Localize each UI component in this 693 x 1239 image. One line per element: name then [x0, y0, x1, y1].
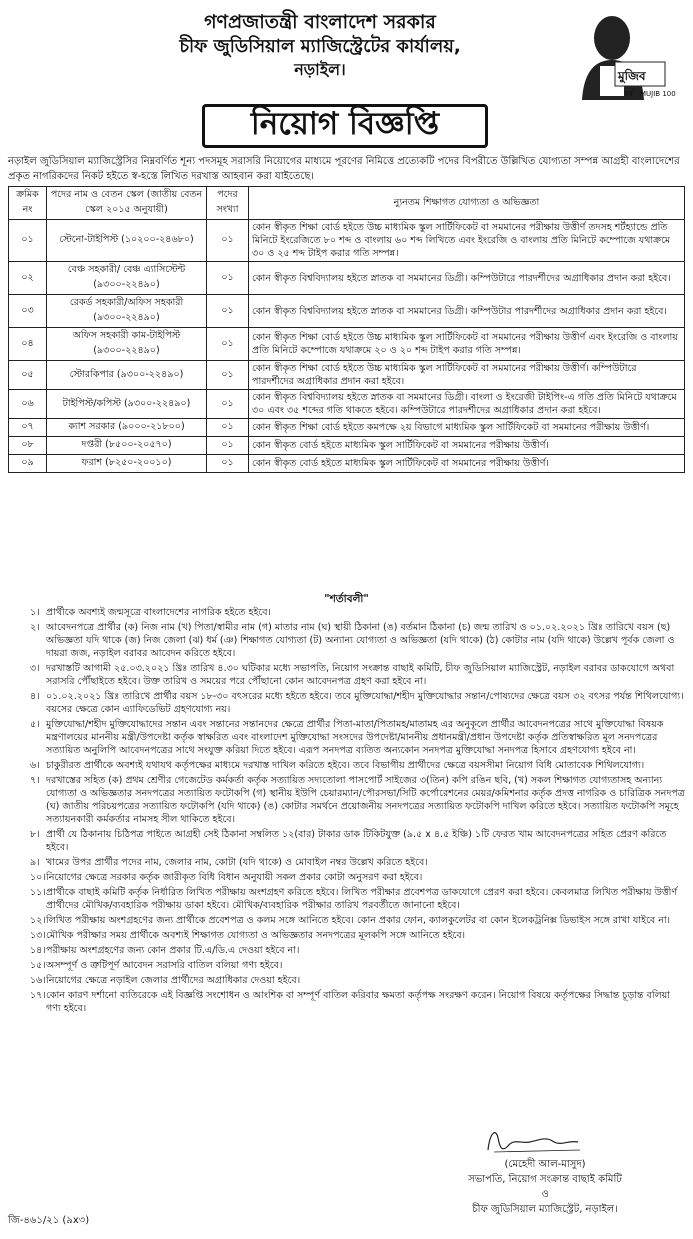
logo-sub: বর্ষ	[624, 89, 633, 98]
cell-post: টাইপিস্ট/কপিস্ট (৯৩০০-২২৪৯০)	[47, 390, 207, 419]
cell-count: ০১	[207, 220, 249, 262]
th-count: পদের সংখ্যা	[207, 187, 249, 220]
cell-count: ০১	[207, 328, 249, 361]
condition-item	[8, 606, 685, 619]
condition-text: মৌখিক পরীক্ষার সময় প্রার্থীকে অবশ্যই শিক্ষাগত যোগ্যতা ও অভিজ্ঞতার সনদপত্রের মূলকপি সঙ্গে আনিতে হইবে।	[46, 930, 466, 941]
condition-item	[8, 856, 685, 869]
condition-number: ১৪।	[30, 945, 46, 956]
condition-number: ৬।	[30, 760, 40, 771]
condition-number: ৫।	[30, 719, 40, 730]
condition-number: ৭।	[30, 775, 40, 786]
cell-post: স্টোরকিপার (৯৩০০-২২৪৯০)	[47, 361, 207, 390]
mujib-100-logo	[560, 6, 676, 100]
intro-paragraph: নড়াইল জুডিসিয়াল ম্যাজিস্ট্রেসির নিম্নবর্ণিত শূন্য পদসমূহ সরাসরি নিয়োগের মাধ্যমে পূরণের নিমিত্তে প্রত্যেকটি পদের বিপরীতে উল্লিখিত যোগ্যতা সম্পন্ন আগ্রহী বাংলাদেশের প্রকৃত নাগরিকদের নিকট হইতে স্ব-হস্তে লিখিত দরখাস্ত আহবান করা যাইতেছে।	[8, 156, 680, 182]
th-serial: ক্রমিক নং	[9, 187, 47, 220]
condition-item	[8, 886, 685, 912]
table-row	[9, 455, 685, 473]
condition-item	[8, 662, 685, 688]
header	[90, 10, 550, 81]
vacancy-table	[8, 186, 685, 473]
cell-count: ০১	[207, 455, 249, 473]
logo-year: MUJIB 100	[640, 90, 676, 98]
condition-number: ৯।	[30, 857, 40, 868]
condition-text: দরখাস্তের সহিত (ক) প্রথম শ্রেণীর গেজেটেড কর্মকর্তা কর্তৃক সত্যায়িত সদ্যতোলা পাসপোর্ট সাইজের ৩(তিন) কপি রঙিন ছবি, (খ) সকল শিক্ষাগত যোগ্যতাসহ অন্যান্য যোগ্যতা ও অভিজ্ঞতার সনদপত্রের সত্যায়িত ফটোকপি (গ) স্থানীয় ইউপি চেয়ারম্যান/পৌরসভা/সিটি কর্পোরেশনের মেয়র/কমিশনার কর্তৃক প্রদত্ত নাগরিক ও চারিত্রিক সনদপত্র (ঘ) জাতীয় পরিচয়পত্রের সত্যায়িত ফটোকপি (যদি থাকে) (ঙ) কোটার সমর্থনে প্রয়োজনীয় সনদপত্রের সত্যায়িত ফটোকপি দাখিল করিতে হইবে। সত্যায়িত ফটোকপি সমূহে সত্যায়নকারী কর্মকর্তার নামসহ সীল থাকিতে হইবে।	[46, 775, 685, 825]
signatory-name: (মেহেদী আল-মাসুদ)	[504, 1159, 586, 1170]
cell-post: স্টেনো-টাইপিস্ট (১০২০০-২৪৬৮০)	[47, 220, 207, 262]
condition-item	[8, 944, 685, 957]
condition-item	[8, 989, 685, 1015]
table-row	[9, 361, 685, 390]
cell-post: রেকর্ড সহকারী/অফিস সহকারী (৯৩০০-২২৪৯০)	[47, 295, 207, 328]
logo-text: মুজিব	[618, 69, 646, 83]
cell-count: ০১	[207, 262, 249, 295]
condition-number: ১৭।	[30, 990, 46, 1001]
condition-text: ০১.০২.২০২১ খ্রিঃ তারিখে প্রার্থীর বয়স ১৮-৩০ বৎসরের মধ্যে হইতে হইবে। তবে মুক্তিযোদ্ধা/শহীদ মুক্তিযোদ্ধার সন্তান/পোষ্যদের ক্ষেত্রে বয়স ৩২ বৎসর পর্যন্ত শিথিলযোগ্য। বয়সের ক্ষেত্রে কোন এ্যাফিডেভিট গ্রহণযোগ্য নয়।	[46, 691, 684, 715]
condition-text: নিয়োগের ক্ষেত্রে সরকার কর্তৃক জারীকৃত বিধি বিধান অনুযায়ী সকল প্রকার কোটা অনুসরণ করা হইবে।	[46, 872, 423, 883]
condition-number: ১১।	[30, 887, 46, 898]
condition-number: ১৫।	[30, 960, 46, 971]
condition-text: মুক্তিযোদ্ধা/শহীদ মুক্তিযোদ্ধাদের সন্তান এবং সন্তানের সন্তানদের ক্ষেত্রে প্রার্থীর পিতা-মাতা/পিতামহ/মাতামহ এর অনুকূলে প্রার্থীর আবেদনপত্রের সাথে মুক্তিযোদ্ধা বিষয়ক মন্ত্রণালয়ের মাননীয় মন্ত্রী/উপদেষ্টা কর্তৃক স্বাক্ষরিত এবং বাংলাদেশ মুক্তিযোদ্ধা সংসদের উপদেষ্টা/মাননীয় প্রধানমন্ত্রী/প্রধান উপদেষ্টা কর্তৃক প্রতিস্বাক্ষরিত মূল সনদপত্রের সত্যায়িত অনুলিপি আবেদনপত্রের সাথে সংযুক্ত করিয়া দিতে হইবে। এরূপ সনদপত্র ব্যতিত অন্যকোন সনদপত্র মুক্তিযোদ্ধা সনদপত্র হিসাবে গ্রহণযোগ্য হইবে না।	[46, 719, 664, 756]
conditions-list	[8, 606, 685, 1017]
condition-text: কোন কারণ দর্শানো ব্যতিরেকে এই বিজ্ঞপ্তি সংশোধন ও আংশিক বা সম্পূর্ণ বাতিল করিবার ক্ষমতা কর্তৃপক্ষ সংরক্ষণ করেন। নিয়োগ বিষয়ে কর্তৃপক্ষের সিদ্ধান্ত চূড়ান্ত বলিয়া গণ্য হইবে।	[46, 990, 670, 1014]
conditions-title: "শর্তাবলী"	[324, 593, 369, 605]
condition-item	[8, 959, 685, 972]
cell-qualification: কোন স্বীকৃত বিশ্ববিদ্যালয় হইতে স্নাতক বা সমমানের ডিগ্রী। বাংলা ও ইংরেজী টাইপিং-এ গতি প্রতি মিনিটে যথাক্রমে ৩০ এবং ৩৫ শব্দের গতি থাকতে হইবে। কম্পিউটারে পারদর্শীদের অগ্রাধিকার প্রদান করা হইবে।	[249, 390, 685, 419]
cell-qualification: কোন স্বীকৃত বিশ্ববিদ্যালয় হইতে স্নাতক বা সমমানের ডিগ্রী। কম্পিউটার পারদর্শীদের অগ্রাধিকার প্রদান করা হইবে।	[249, 295, 685, 328]
signatory-and: ও	[541, 1189, 549, 1200]
condition-text: পরীক্ষায় অংশগ্রহণের জন্য কোন প্রকার টি.এ/ডি.এ দেওয়া হইবে না।	[46, 945, 300, 956]
condition-text: দরখাস্তটি আগামী ২৫.০৩.২০২১ খ্রিঃ তারিখ ৪.৩০ ঘটিকার মধ্যে সভাপতি, নিয়োগ সংক্রান্ত বাছাই কমিটি, চীফ জুডিসিয়াল ম্যাজিস্ট্রেট, নড়াইল বরাবর ডাকযোগে অথবা সরাসরি পৌঁছাইতে হইবে। উক্ত তারিখ ও সময়ের পরে পৌঁছানো কোন আবেদনপত্র গ্রহণ করা হইবে না।	[46, 663, 675, 687]
cell-serial: ০৮	[9, 437, 47, 455]
header-district: নড়াইল।	[294, 60, 346, 79]
condition-number: ১৬।	[30, 975, 46, 986]
cell-count: ০১	[207, 361, 249, 390]
condition-item	[8, 828, 685, 854]
cell-qualification: কোন স্বীকৃত বিশ্ববিদ্যালয় হইতে স্নাতক বা সমমানের ডিগ্রী। কম্পিউটারে পারদর্শীদের অগ্রাধিকার প্রদান করা হইবে।	[249, 262, 685, 295]
cell-post: ক্যাশ সরকার (৯০০০-২১৮০০)	[47, 419, 207, 437]
cell-qualification: কোন স্বীকৃত শিক্ষা বোর্ড হইতে উচ্চ মাধ্যমিক স্কুল সার্টিফিকেট বা সমমানের পরীক্ষায় উত্তীর্ণ তদসহ শর্টহ্যান্ডে প্রতি মিনিটে ইংরেজিতে ৮০ শব্দ ও বাংলায় ৬০ শব্দ লিখিতে এবং ইংরেজি ও বাংলায় প্রতি মিনিটে কম্পোজে যথাক্রমে ৩০ ও ২৫ শব্দ টাইপ করার গতি সম্পন্ন।	[249, 220, 685, 262]
cell-count: ০১	[207, 295, 249, 328]
cell-qualification: কোন স্বীকৃত শিক্ষা বোর্ড হইতে উচ্চ মাধ্যমিক স্কুল সার্টিফিকেট বা সমমানের পরীক্ষায় উত্তীর্ণ এবং ইংরেজি ও বাংলায় প্রতি মিনিটে কম্পোজে যথাক্রমে ২০ ও ২০ শব্দ টাইপ করার গতি সম্পন্ন।	[249, 328, 685, 361]
condition-item	[8, 621, 685, 660]
cell-post: বেঞ্চ সহকারী/ বেঞ্চ এ্যাসিস্টেন্ট (৯৩০০-২২৪৯০)	[47, 262, 207, 295]
conditions-title-text: শর্তাবলী	[329, 593, 364, 605]
th-post: পদের নাম ও বেতন স্কেল (জাতীয় বেতন স্কেল ২০১৫ অনুযায়ী)	[47, 187, 207, 220]
cell-count: ০১	[207, 390, 249, 419]
condition-item	[8, 718, 685, 757]
condition-text: প্রার্থীকে বাছাই কমিটি কর্তৃক নির্ধারিত লিখিত পরীক্ষায় অংশগ্রহণ করিতে হইবে। লিখিত পরীক্ষার প্রবেশপত্র ডাকযোগে প্রেরণ করা হইবে। কেবলমাত্র লিখিত পরীক্ষায় উত্তীর্ণ প্রার্থীদের মৌখিক/ব্যবহারিক পরীক্ষায় ডাকা হইবে। মৌখিক/ব্যবহারিক পরীক্ষার তারিখ পরবর্তীতে জানানো হইবে।	[46, 887, 678, 911]
cell-serial: ০৯	[9, 455, 47, 473]
cell-qualification: কোন স্বীকৃত শিক্ষা বোর্ড হইতে উচ্চ মাধ্যমিক স্কুল সার্টিফিকেট বা সমমানের পরীক্ষায় উত্তীর্ণ। কম্পিউটারে পারদর্শীদের অগ্রাধিকার প্রদান করা হইবে।	[249, 361, 685, 390]
condition-text: প্রার্থী যে ঠিকানায় চিঠিপত্র পাইতে আগ্রহী সেই ঠিকানা সম্বলিত ১২(বার) টাকার ডাক টিকিটযুক্ত (৯.৫ x ৪.৫ ইঞ্চি) ১টি ফেরত খাম আবেদনপত্রের সহিত প্রেরণ করিতে হইবে।	[46, 829, 667, 853]
condition-number: ১৩।	[30, 930, 46, 941]
table-row	[9, 437, 685, 455]
condition-text: প্রার্থীকে অবশ্যই জন্মসূত্রে বাংলাদেশের নাগরিক হইতে হইবে।	[46, 607, 271, 618]
table-row	[9, 390, 685, 419]
table-row	[9, 295, 685, 328]
header-office: চীফ জুডিসিয়াল ম্যাজিস্ট্রেটের কার্যালয়,	[179, 36, 461, 57]
condition-item	[8, 914, 685, 927]
condition-text: লিখিত পরীক্ষায় অংশগ্রহণের জন্য প্রার্থীকে প্রবেশপত্র ও কলম সঙ্গে আনিতে হইবে। কোন প্রকার ফোন, ক্যালকুলেটর বা কোন ইলেকট্রনিক্স ডিভাইস সঙ্গে রাখা যাইবে না।	[46, 915, 671, 926]
cell-post: অফিস সহকারী কাম-টাইপিস্ট (৯৩০০-২২৪৯০)	[47, 328, 207, 361]
cell-post: দপ্তরী (৮৫০০-২০৫৭০)	[47, 437, 207, 455]
cell-count: ০১	[207, 419, 249, 437]
condition-number: ৩।	[30, 663, 40, 674]
table-header-row	[9, 187, 685, 220]
memo-number: জি-৪৬১/২১ (৯x৩)	[8, 1215, 90, 1226]
cell-qualification: কোন স্বীকৃত বোর্ড হইতে মাধ্যমিক স্কুল সার্টিফিকেট বা সমমানের পরীক্ষায় উত্তীর্ণ।	[249, 437, 685, 455]
cell-qualification: কোন স্বীকৃত বোর্ড হইতে মাধ্যমিক স্কুল সার্টিফিকেট বা সমমানের পরীক্ষায় উত্তীর্ণ।	[249, 455, 685, 473]
condition-text: খামের উপর প্রার্থীর পদের নাম, জেলার নাম, কোটা (যদি থাকে) ও মোবাইল নম্বর উল্লেখ করিতে হইবে।	[46, 857, 428, 868]
header-govt: গণপ্রজাতন্ত্রী বাংলাদেশ সরকার	[204, 11, 436, 33]
cell-serial: ০১	[9, 220, 47, 262]
signature-block	[400, 1157, 690, 1217]
condition-number: ১০।	[30, 872, 46, 883]
cell-serial: ০২	[9, 262, 47, 295]
cell-serial: ০৫	[9, 361, 47, 390]
condition-number: ১২।	[30, 915, 46, 926]
signature-mark	[430, 1122, 660, 1158]
th-qualification: ন্যুনতম শিক্ষাগত যোগ্যতা ও অভিজ্ঞতা	[249, 187, 685, 220]
table-row	[9, 328, 685, 361]
condition-text: নিয়োগের ক্ষেত্রে নড়াইল জেলার প্রার্থীদের অগ্রাধিকার দেওয়া হইবে।	[46, 975, 301, 986]
table-row	[9, 220, 685, 262]
condition-number: ৪।	[30, 691, 40, 702]
table-row	[9, 419, 685, 437]
cell-serial: ০৩	[9, 295, 47, 328]
signatory-office: চীফ জুডিসিয়াল ম্যাজিস্ট্রেট, নড়াইল।	[472, 1204, 618, 1215]
condition-item	[8, 871, 685, 884]
condition-item	[8, 759, 685, 772]
condition-number: ১।	[30, 607, 40, 618]
cell-count: ০১	[207, 437, 249, 455]
table-row	[9, 262, 685, 295]
condition-text: আবেদনপত্রে প্রার্থীর (ক) নিজ নাম (খ) পিতা/স্বামীর নাম (গ) মাতার নাম (ঘ) স্থায়ী ঠিকানা (ঙ) বর্তমান ঠিকানা (চ) জন্ম তারিখ ও ০১.০২.২০২১ খ্রিঃ তারিখে বয়স (ছ) অভিজ্ঞতা যদি থাকে (জ) নিজ জেলা (ঝ) ধর্ম (ঞ) শিক্ষাগত যোগ্যতা (ট) অন্যান্য যোগ্যতা ও অভিজ্ঞতা (যদি থাকে) (ঠ) কোটার নাম (যদি থাকে) উল্লেখ পূর্বক জেলা ও দায়রা জজ, নড়াইল বরাবর আবেদন করিতে হইবে।	[46, 622, 675, 659]
condition-item	[8, 974, 685, 987]
notice-title: নিয়োগ বিজ্ঞপ্তি	[202, 104, 488, 148]
condition-number: ২।	[30, 622, 40, 633]
condition-item	[8, 929, 685, 942]
signatory-designation: সভাপতি, নিয়োগ সংক্রান্ত বাছাই কমিটি	[468, 1174, 622, 1185]
cell-serial: ০৬	[9, 390, 47, 419]
condition-number: ৮।	[30, 829, 40, 840]
cell-serial: ০৭	[9, 419, 47, 437]
cell-post: ফরাশ (৮২৫০-২০০১০)	[47, 455, 207, 473]
condition-text: চাকুরীরত প্রার্থীকে অবশ্যই যথাযথ কর্তৃপক্ষের মাধ্যমে দরখাস্ত দাখিল করিতে হইবে। তবে বিভাগীয় প্রার্থীদের ক্ষেত্রে বয়সসীমা নিয়োগ বিধি মোতাবেক শিথিলযোগ্য।	[46, 760, 645, 771]
condition-item	[8, 774, 685, 826]
condition-item	[8, 690, 685, 716]
condition-text: অসম্পূর্ণ ও ত্রুটিপূর্ণ আবেদন সরাসরি বাতিল বলিয়া গণ্য হইবে।	[46, 960, 283, 971]
cell-serial: ০৪	[9, 328, 47, 361]
cell-qualification: কোন স্বীকৃত শিক্ষা বোর্ড হইতে কমপক্ষে ২য় বিভাগে মাধ্যমিক স্কুল সার্টিফিকেট বা সমমানের পরীক্ষায় উত্তীর্ণ।	[249, 419, 685, 437]
